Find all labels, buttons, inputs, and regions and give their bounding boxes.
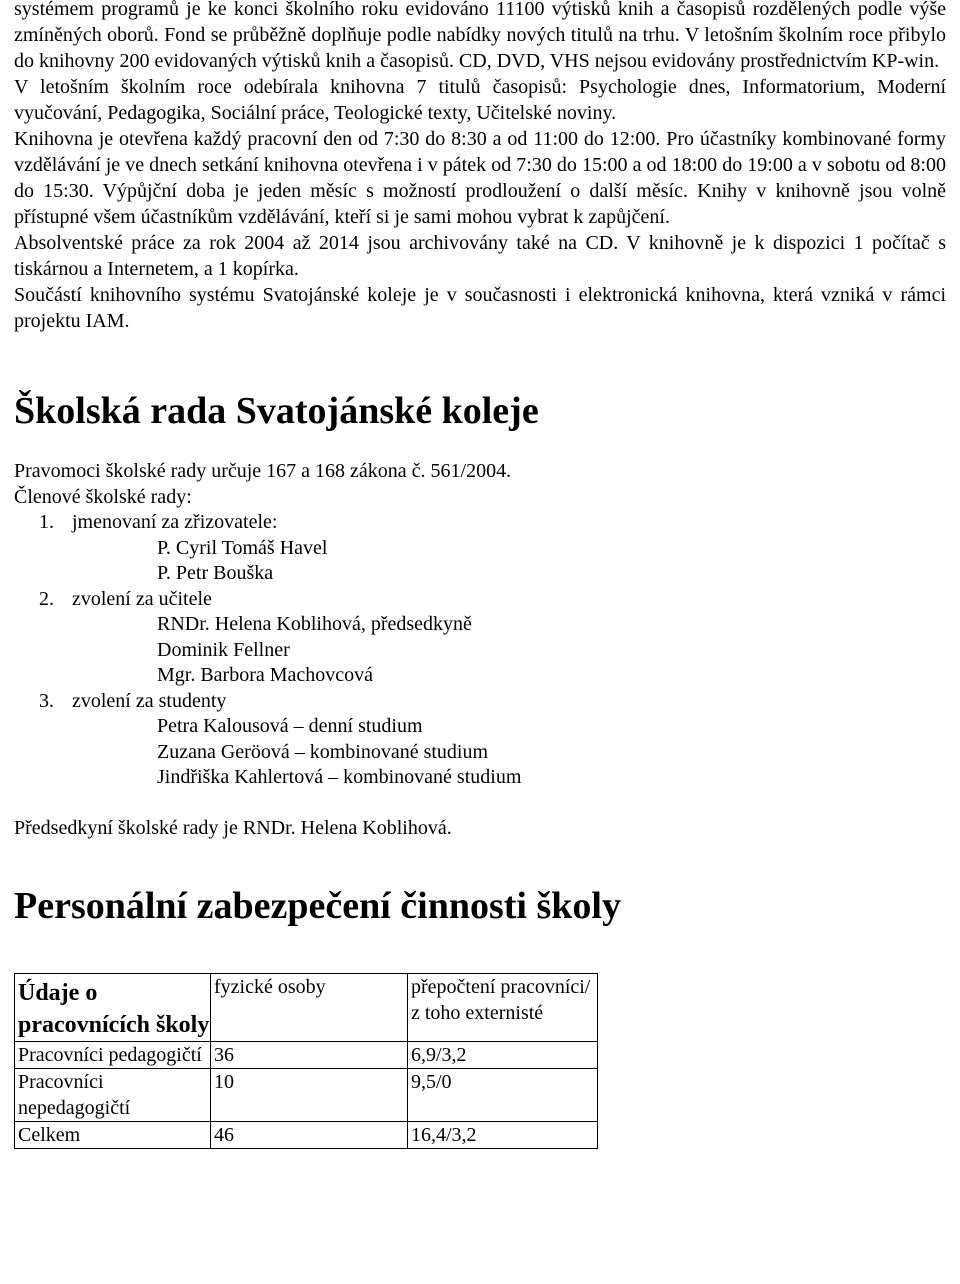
- group-label: zvolení za učitele: [72, 587, 212, 610]
- group-number: 3.: [39, 689, 54, 712]
- council-member: Dominik Fellner: [157, 638, 290, 661]
- council-group: [14, 689, 946, 791]
- school-council-heading: Školská rada Svatojánské koleje: [14, 390, 539, 432]
- library-section: [14, 0, 946, 334]
- council-member: Jindřiška Kahlertová – kombinované studium: [157, 766, 522, 788]
- table-cell: 6,9/3,2: [408, 1042, 598, 1069]
- council-member: Mgr. Barbora Machovcová: [157, 664, 374, 686]
- council-member: Petra Kalousová – denní studium: [157, 715, 423, 737]
- table-header-cell: přepočtení pracovníci/ z toho externisté: [408, 974, 598, 1042]
- table-cell: Pracovníci nepedagogičtí: [15, 1069, 211, 1122]
- school-council-section: [14, 388, 946, 841]
- personnel-table: [14, 973, 598, 1149]
- council-group: [14, 587, 946, 689]
- table-row: [15, 1042, 598, 1069]
- group-label: zvolení za studenty: [72, 689, 227, 712]
- group-number: 1.: [39, 511, 54, 533]
- table-cell: 36: [211, 1042, 408, 1069]
- table-row: [15, 1069, 598, 1122]
- table-cell: Celkem: [15, 1122, 211, 1149]
- council-member: P. Cyril Tomáš Havel: [157, 536, 328, 559]
- members-label: Členové školské rady:: [14, 485, 192, 508]
- table-row: [15, 1122, 598, 1149]
- document-page: [14, 0, 946, 1149]
- library-paragraph: systémem programů je ke konci školního roku evidováno 11100 výtisků knih a časopisů rozdělených podle výše zmíněných oborů. Fond se průběžně doplňuje podle nabídky nových titulů na trhu. V letošním školním roce přibylo do knihovny 200 evidovaných výtisků knih a časopisů. CD, DVD, VHS nejsou evidovány prostřednictvím KP-win.: [14, 0, 946, 72]
- personnel-heading: Personální zabezpečení činnosti školy: [14, 885, 621, 927]
- table-header-cell: fyzické osoby: [211, 974, 408, 1042]
- library-paragraph: Knihovna je otevřena každý pracovní den od 7:30 do 8:30 a od 11:00 do 12:00. Pro účastníky kombinované formy vzdělávání je ve dnech setkání knihovna otevřena i v pátek od 7:30 do 15:00 a od 18:00 do 19:00 a v sobotu od 8:00 do 15:30. Výpůjční doba je jeden měsíc s možností prodloužení o další měsíc. Knihy v knihovně jsou volně přístupné všem účastníkům vzdělávání, kteří si je sami mohou vybrat k zapůjčení.: [14, 128, 946, 228]
- table-cell: 10: [211, 1069, 408, 1122]
- table-header-row: [15, 974, 598, 1042]
- legal-basis-text: Pravomoci školské rady určuje 167 a 168 zákona č. 561/2004.: [14, 460, 512, 482]
- council-body: [14, 459, 946, 841]
- group-label: jmenovaní za zřizovatele:: [72, 511, 278, 533]
- table-cell: Pracovníci pedagogičtí: [15, 1042, 211, 1069]
- table-header-cell: Údaje o pracovnících školy: [15, 974, 211, 1042]
- council-member: Zuzana Geröová – kombinované studium: [157, 740, 489, 763]
- table-cell: 16,4/3,2: [408, 1122, 598, 1149]
- group-number: 2.: [39, 587, 54, 610]
- table-cell: 46: [211, 1122, 408, 1149]
- personnel-section: [14, 883, 946, 1149]
- council-group: [14, 510, 946, 587]
- library-paragraph: V letošním školním roce odebírala knihovna 7 titulů časopisů: Psychologie dnes, Informatorium, Moderní vyučování, Pedagogika, Sociální práce, Teologické texty, Učitelské noviny.: [14, 76, 946, 124]
- table-cell: 9,5/0: [408, 1069, 598, 1122]
- council-member: P. Petr Bouška: [157, 562, 274, 584]
- chair-note: Předsedkyní školské rady je RNDr. Helena Koblihová.: [14, 816, 452, 839]
- library-paragraph: Absolventské práce za rok 2004 až 2014 jsou archivovány také na CD. V knihovně je k dispozici 1 počítač s tiskárnou a Internetem, a 1 kopírka.: [14, 232, 946, 280]
- library-paragraph: Součástí knihovního systému Svatojánské koleje je v současnosti i elektronická knihovna, která vzniká v rámci projektu IAM.: [14, 284, 946, 332]
- council-member: RNDr. Helena Koblihová, předsedkyně: [157, 613, 472, 635]
